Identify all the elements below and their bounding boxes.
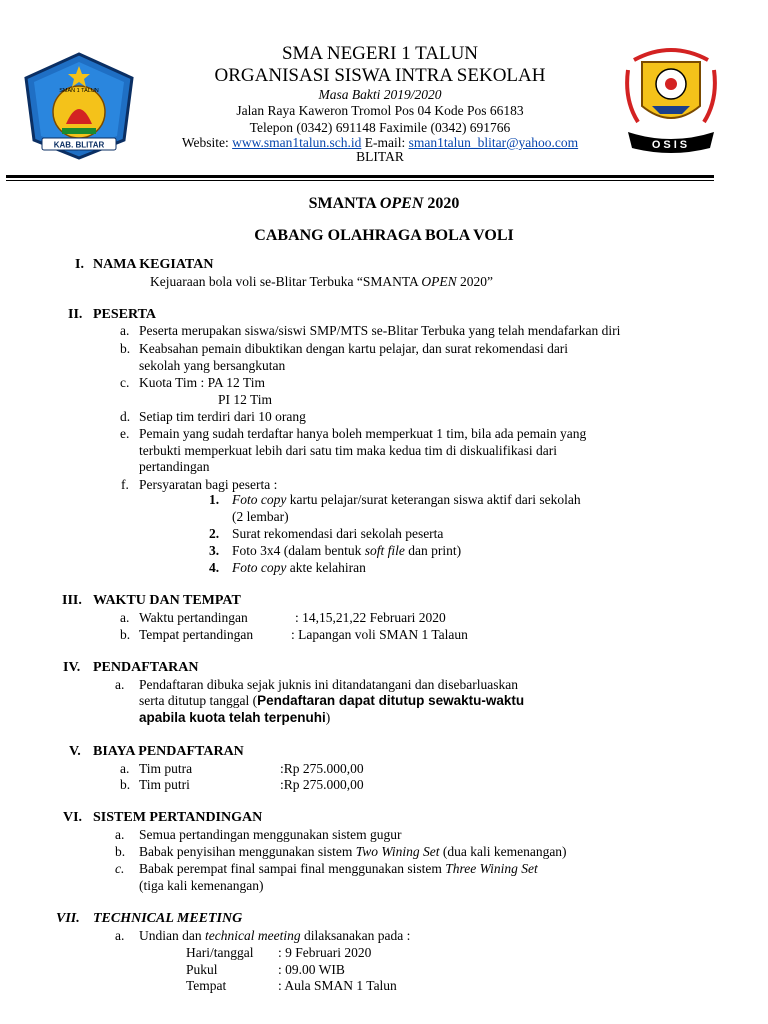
header-divider: [6, 175, 714, 178]
field-label: Tim putri: [139, 777, 190, 792]
sublist-item: [232, 492, 581, 508]
section-2-heading: PESERTA: [93, 307, 157, 322]
list-item: Pemain yang sudah terdaftar hanya boleh memperkuat 1 tim, bila ada pemain yang: [139, 426, 587, 441]
field-label: Tim putra: [139, 761, 193, 776]
text-part: serta ditutup tanggal (: [139, 693, 258, 708]
right-logo-banner: OSIS: [651, 139, 691, 151]
sublist-marker: 2.: [209, 526, 220, 541]
list-item-continued: pertandingan: [139, 459, 210, 474]
field-label: Tempat pertandingan: [139, 627, 254, 642]
field-value: :Rp 275.000,00: [280, 761, 364, 776]
text-part: Babak perempat final sampai final menggunakan sistem: [139, 861, 446, 876]
sublist-marker: 1.: [209, 492, 220, 507]
list-item-continued: [139, 693, 524, 709]
list-marker: f.: [121, 477, 129, 492]
title-part: 2020: [423, 195, 460, 212]
text-part-italic: Foto copy: [232, 492, 287, 507]
section-1-text: [150, 274, 493, 290]
list-item: Persyaratan bagi peserta :: [139, 477, 278, 492]
text-part: ): [325, 710, 331, 725]
list-item-continued: sekolah yang bersangkutan: [139, 358, 286, 373]
list-marker: c.: [120, 375, 130, 390]
list-item-continued: (tiga kali kemenangan): [139, 878, 264, 893]
document-subtitle: CABANG OLAHRAGA BOLA VOLI: [254, 227, 514, 244]
section-3-number: III.: [62, 593, 82, 608]
list-marker: c.: [115, 861, 125, 876]
text-part-italic: Two Wining Set: [355, 844, 440, 859]
list-marker: b.: [120, 777, 131, 792]
field-value: :Rp 275.000,00: [280, 777, 364, 792]
meeting-label: Hari/tanggal: [186, 945, 254, 960]
text-part: dan print): [404, 543, 462, 558]
section-6-heading: SISTEM PERTANDINGAN: [93, 810, 263, 825]
text-part: kartu pelajar/surat keterangan siswa aktif dari sekolah: [286, 492, 581, 507]
meeting-label: Pukul: [186, 962, 218, 977]
list-marker: a.: [115, 827, 125, 842]
field-value: : 14,15,21,22 Februari 2020: [295, 610, 446, 625]
email-label: E-mail:: [361, 135, 409, 150]
phone: Telepon (0342) 691148 Faximile (0342) 691766: [249, 120, 511, 135]
text-part: dilaksanakan pada :: [300, 928, 411, 943]
list-item-continued: PI 12 Tim: [218, 392, 273, 407]
list-marker: b.: [120, 341, 131, 356]
section-1-number: I.: [75, 257, 84, 272]
list-marker: a.: [115, 928, 125, 943]
list-marker: a.: [120, 610, 130, 625]
section-7-heading: TECHNICAL MEETING: [93, 911, 243, 926]
meeting-value: : 09.00 WIB: [278, 962, 345, 977]
title-part-italic: OPEN: [379, 195, 424, 212]
school-name: SMA NEGERI 1 TALUN: [281, 43, 479, 64]
text-part-italic: Foto copy: [232, 560, 287, 575]
email-link[interactable]: sman1talun_blitar@yahoo.com: [408, 135, 579, 150]
left-logo-text: SMAN 1 TALUN: [59, 88, 99, 94]
text-part: Kejuaraan bola voli se-Blitar Terbuka “SMANTA: [150, 274, 422, 289]
sublist-item-continued: (2 lembar): [232, 509, 289, 524]
list-item: [139, 844, 567, 860]
text-part: 2020”: [456, 274, 494, 289]
list-item: [139, 861, 538, 877]
section-6-number: VI.: [63, 810, 83, 825]
osis-logo: [622, 40, 720, 158]
city: BLITAR: [356, 149, 404, 164]
sublist-item: [232, 543, 461, 559]
section-5-heading: BIAYA PENDAFTARAN: [93, 744, 244, 759]
meeting-label: Tempat: [186, 978, 227, 993]
meeting-value: : Aula SMAN 1 Talun: [278, 978, 397, 993]
website-link[interactable]: www.sman1talun.sch.id: [232, 135, 362, 150]
organization-name: ORGANISASI SISWA INTRA SEKOLAH: [214, 65, 546, 86]
text-part: Undian dan: [139, 928, 205, 943]
address: Jalan Raya Kaweron Tromol Pos 04 Kode Pos 66183: [236, 103, 524, 118]
text-part: Babak penyisihan menggunakan sistem: [139, 844, 356, 859]
field-value: : Lapangan voli SMAN 1 Talaun: [291, 627, 468, 642]
field-label: Waktu pertandingan: [139, 610, 248, 625]
section-2-number: II.: [68, 307, 83, 322]
text-part: akte kelahiran: [286, 560, 366, 575]
list-item-continued: [139, 710, 330, 726]
section-4-heading: PENDAFTARAN: [93, 660, 199, 675]
text-part: (dua kali kemenangan): [439, 844, 567, 859]
title-part: SMANTA: [308, 195, 380, 212]
sublist-item: [232, 560, 366, 576]
list-marker: a.: [120, 323, 130, 338]
text-part-italic: Three Wining Set: [445, 861, 538, 876]
section-4-number: IV.: [63, 660, 81, 675]
text-part-bold: apabila kuota telah terpenuhi: [139, 710, 326, 725]
sublist-marker: 3.: [209, 543, 220, 558]
list-item: Keabsahan pemain dibuktikan dengan kartu pelajar, dan surat rekomendasi dari: [139, 341, 569, 356]
header-divider-thin: [6, 180, 714, 181]
section-3-heading: WAKTU DAN TEMPAT: [93, 593, 241, 608]
list-item: [139, 928, 410, 944]
list-marker: d.: [120, 409, 131, 424]
list-item: Semua pertandingan menggunakan sistem gugur: [139, 827, 402, 842]
list-item: Kuota Tim : PA 12 Tim: [139, 375, 265, 390]
section-1-heading: NAMA KEGIATAN: [93, 257, 214, 272]
section-7-number: VII.: [56, 911, 80, 926]
kab-blitar-logo: [20, 50, 138, 162]
list-marker: e.: [120, 426, 130, 441]
sublist-item: Surat rekomendasi dari sekolah peserta: [232, 526, 444, 541]
list-item: Pendaftaran dibuka sejak juknis ini ditandatangani dan disebarluaskan: [139, 677, 519, 692]
text-part-italic: soft file: [364, 543, 405, 558]
text-part-bold: Pendaftaran dapat ditutup sewaktu-waktu: [257, 693, 525, 708]
meeting-value: : 9 Februari 2020: [278, 945, 372, 960]
website-label: Website:: [181, 135, 233, 150]
document-title: [0, 195, 768, 213]
service-period: Masa Bakti 2019/2020: [318, 87, 442, 102]
text-part-italic: OPEN: [421, 274, 457, 289]
list-item-continued: terbukti memperkuat lebih dari satu tim maka kedua tim di diskualifikasi dari: [139, 443, 558, 458]
left-logo-banner: KAB. BLITAR: [53, 140, 105, 150]
list-marker: b.: [120, 627, 131, 642]
text-part: Foto 3x4 (dalam bentuk: [232, 543, 365, 558]
list-marker: a.: [120, 761, 130, 776]
list-item: Setiap tim terdiri dari 10 orang: [139, 409, 306, 424]
list-marker: a.: [115, 677, 125, 692]
section-5-number: V.: [69, 744, 81, 759]
sublist-marker: 4.: [209, 560, 220, 575]
text-part-italic: technical meeting: [204, 928, 301, 943]
list-item: Peserta merupakan siswa/siswi SMP/MTS se-Blitar Terbuka yang telah mendafarkan diri: [139, 323, 621, 338]
list-marker: b.: [115, 844, 126, 859]
